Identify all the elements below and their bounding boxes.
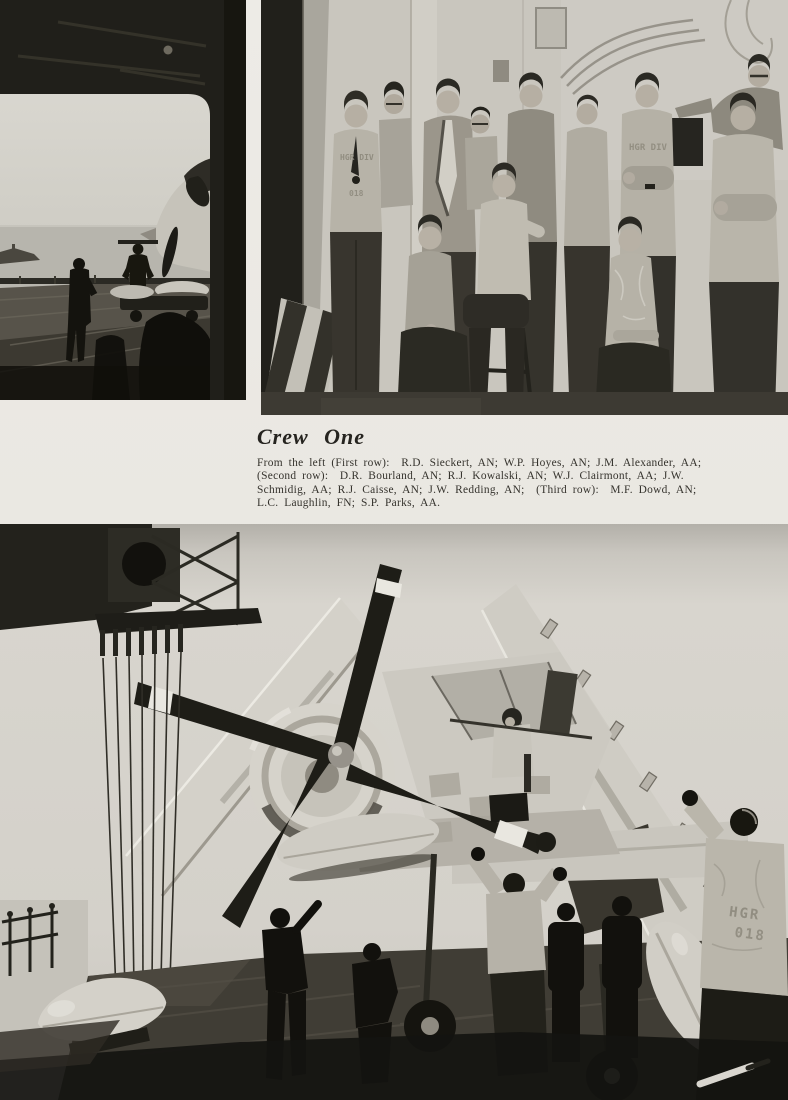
back-stencil-line2: 018 — [733, 924, 767, 945]
crew-photo-art — [261, 0, 788, 415]
hangar-lamp — [164, 46, 173, 55]
hangar-floor — [261, 392, 788, 415]
caption-line: From the left (First row): R.D. Sieckert, AN; W.P. Hoyes, AN; J.M. Alexander, AA; — [257, 457, 702, 469]
back-stencil-line1: HGR — [728, 904, 762, 924]
caption-line: (Second row): D.R. Bourland, AN; R.J. Kowalski, AN; W.J. Clairmont, AA; J.W. — [257, 470, 684, 483]
hangar-photo-art — [0, 0, 246, 400]
caption-line: Schmidig, AA; R.J. Caisse, AN; J.W. Redding, AN; (Third row): M.F. Dowd, AN; — [257, 483, 697, 496]
photo-flight-deck-respot — [0, 524, 788, 1100]
sailor-lanyard — [330, 90, 382, 395]
caption-line: L.C. Laughlin, FN; S.P. Parks, AA. — [257, 497, 441, 510]
photo-hangar-bay-view — [0, 0, 246, 400]
photo-crew-one-group — [261, 0, 788, 415]
spinner — [328, 742, 354, 768]
shirt-stencil-text-2: HGR DIV — [629, 143, 667, 153]
crew-silhouette-5 — [602, 896, 642, 1058]
shirt-stencil-number: 018 — [349, 189, 364, 198]
caption-block — [257, 424, 719, 511]
sailor-right-arms-crossed — [709, 92, 779, 412]
shirt-stencil-text: HGR DIV — [340, 153, 374, 162]
caption-title: Crew One — [257, 424, 366, 449]
deck-photo-art — [0, 524, 788, 1100]
crew-head-behind-fuselage — [536, 832, 556, 852]
